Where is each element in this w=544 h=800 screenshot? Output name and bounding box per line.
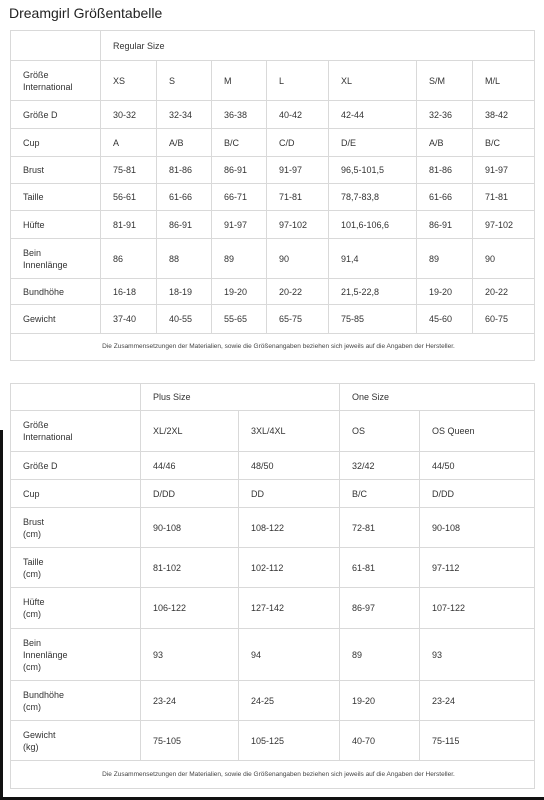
table-row: [11, 305, 535, 334]
table-cell: 90-108: [420, 508, 535, 548]
table-cell: 89: [340, 629, 420, 681]
window-edge-left: [0, 430, 3, 800]
row-label: Taille: [11, 184, 101, 211]
table-cell: 93: [141, 629, 239, 681]
header-empty-cell: [11, 31, 101, 61]
row-label: Cup: [11, 480, 141, 508]
table-cell: 56-61: [101, 184, 157, 211]
table-cell: 96,5-101,5: [329, 157, 417, 184]
table-cell: 37-40: [101, 305, 157, 334]
row-label: Hüfte: [11, 211, 101, 239]
table-cell: D/E: [329, 129, 417, 157]
table-cell: L: [267, 61, 329, 101]
table-row: [11, 411, 535, 452]
table-cell: 61-66: [417, 184, 473, 211]
table-cell: 91-97: [212, 211, 267, 239]
table-cell: D/DD: [420, 480, 535, 508]
row-label: Gewicht: [11, 305, 101, 334]
table-cell: 65-75: [267, 305, 329, 334]
group-header-one-size: One Size: [340, 384, 535, 411]
table-cell: 48/50: [239, 452, 340, 480]
table-cell: 60-75: [473, 305, 535, 334]
table-cell: 81-102: [141, 548, 239, 588]
table-row: [11, 279, 535, 305]
table-cell: 86-91: [212, 157, 267, 184]
table-cell: 97-102: [473, 211, 535, 239]
table-cell: 40-55: [157, 305, 212, 334]
table-cell: OS: [340, 411, 420, 452]
table-cell: S/M: [417, 61, 473, 101]
table-cell: C/D: [267, 129, 329, 157]
table-cell: 21,5-22,8: [329, 279, 417, 305]
table-cell: A/B: [157, 129, 212, 157]
row-label: Größe International: [11, 411, 141, 452]
table-cell: 3XL/4XL: [239, 411, 340, 452]
table-cell: 19-20: [417, 279, 473, 305]
table-cell: 75-105: [141, 721, 239, 761]
row-label: Größe D: [11, 452, 141, 480]
table-cell: 19-20: [340, 681, 420, 721]
table-cell: 24-25: [239, 681, 340, 721]
header-empty-cell: [11, 384, 141, 411]
table-cell: B/C: [212, 129, 267, 157]
group-header-plus-size: Plus Size: [141, 384, 340, 411]
table-cell: 106-122: [141, 588, 239, 629]
table-cell: 90-108: [141, 508, 239, 548]
table-row: [11, 101, 535, 129]
table-cell: M/L: [473, 61, 535, 101]
table-cell: 23-24: [420, 681, 535, 721]
table-cell: 42-44: [329, 101, 417, 129]
table-cell: 86: [101, 239, 157, 279]
table-cell: S: [157, 61, 212, 101]
row-label: Cup: [11, 129, 101, 157]
table-cell: 88: [157, 239, 212, 279]
table-cell: 16-18: [101, 279, 157, 305]
table-cell: 127-142: [239, 588, 340, 629]
table-cell: 97-102: [267, 211, 329, 239]
table-row: [11, 184, 535, 211]
table-row: [11, 61, 535, 101]
table-cell: A/B: [417, 129, 473, 157]
table-cell: 45-60: [417, 305, 473, 334]
table-cell: 61-66: [157, 184, 212, 211]
table-row: [11, 452, 535, 480]
table-header-row: [11, 31, 535, 61]
table-cell: D/DD: [141, 480, 239, 508]
row-label: Gewicht (kg): [11, 721, 141, 761]
table-note-row: [11, 334, 535, 361]
row-label: Bundhöhe (cm): [11, 681, 141, 721]
table-cell: 91-97: [267, 157, 329, 184]
table-cell: 18-19: [157, 279, 212, 305]
table-cell: 19-20: [212, 279, 267, 305]
table-cell: 40-42: [267, 101, 329, 129]
table-cell: 61-81: [340, 548, 420, 588]
table-cell: 86-91: [157, 211, 212, 239]
table-header-row: [11, 384, 535, 411]
table-row: [11, 239, 535, 279]
table-cell: 102-112: [239, 548, 340, 588]
table-cell: 44/46: [141, 452, 239, 480]
table-cell: 36-38: [212, 101, 267, 129]
table-cell: 72-81: [340, 508, 420, 548]
table-cell: 71-81: [267, 184, 329, 211]
table-row: [11, 629, 535, 681]
table-cell: 32-36: [417, 101, 473, 129]
table-cell: 30-32: [101, 101, 157, 129]
row-label: Größe D: [11, 101, 101, 129]
table-cell: 81-86: [417, 157, 473, 184]
manufacturer-note: Die Zusammensetzungen der Materialien, sowie die Größenangaben beziehen sich jeweils auf die Angaben der Hersteller.: [11, 334, 535, 361]
manufacturer-note: Die Zusammensetzungen der Materialien, sowie die Größenangaben beziehen sich jeweils auf die Angaben der Hersteller.: [11, 761, 535, 789]
table-cell: B/C: [340, 480, 420, 508]
table-cell: 20-22: [267, 279, 329, 305]
table-row: [11, 588, 535, 629]
table-row: [11, 157, 535, 184]
row-label: Brust (cm): [11, 508, 141, 548]
table-cell: 91,4: [329, 239, 417, 279]
table-row: [11, 480, 535, 508]
table-cell: XS: [101, 61, 157, 101]
table-row: [11, 548, 535, 588]
table-cell: 94: [239, 629, 340, 681]
table-cell: 20-22: [473, 279, 535, 305]
table-row: [11, 681, 535, 721]
table-cell: 40-70: [340, 721, 420, 761]
table-cell: 90: [473, 239, 535, 279]
table-cell: B/C: [473, 129, 535, 157]
regular-size-table: [10, 30, 535, 361]
table-cell: 71-81: [473, 184, 535, 211]
table-cell: 108-122: [239, 508, 340, 548]
table-cell: 97-112: [420, 548, 535, 588]
plus-one-size-table: [10, 383, 535, 789]
table-cell: 89: [417, 239, 473, 279]
table-cell: XL: [329, 61, 417, 101]
table-row: [11, 129, 535, 157]
table-cell: 81-86: [157, 157, 212, 184]
table-cell: 75-85: [329, 305, 417, 334]
table-cell: 89: [212, 239, 267, 279]
table-cell: 55-65: [212, 305, 267, 334]
table-cell: 66-71: [212, 184, 267, 211]
table-row: [11, 211, 535, 239]
table-cell: 81-91: [101, 211, 157, 239]
page-title: Dreamgirl Größentabelle: [9, 5, 163, 21]
table-cell: 101,6-106,6: [329, 211, 417, 239]
row-label: Bundhöhe: [11, 279, 101, 305]
table-cell: 75-115: [420, 721, 535, 761]
table-cell: 32-34: [157, 101, 212, 129]
table-cell: OS Queen: [420, 411, 535, 452]
table-cell: XL/2XL: [141, 411, 239, 452]
table-row: [11, 508, 535, 548]
row-label: Bein Innenlänge (cm): [11, 629, 141, 681]
table-cell: 86-97: [340, 588, 420, 629]
table-cell: 78,7-83,8: [329, 184, 417, 211]
table-row: [11, 721, 535, 761]
table-cell: 93: [420, 629, 535, 681]
table-cell: 38-42: [473, 101, 535, 129]
row-label: Hüfte (cm): [11, 588, 141, 629]
table-cell: M: [212, 61, 267, 101]
row-label: Brust: [11, 157, 101, 184]
table-cell: DD: [239, 480, 340, 508]
row-label: Größe International: [11, 61, 101, 101]
table-cell: A: [101, 129, 157, 157]
table-cell: 32/42: [340, 452, 420, 480]
table-cell: 90: [267, 239, 329, 279]
table-cell: 44/50: [420, 452, 535, 480]
table-cell: 105-125: [239, 721, 340, 761]
row-label: Bein Innenlänge: [11, 239, 101, 279]
group-header-regular-size: Regular Size: [101, 31, 535, 61]
table-cell: 23-24: [141, 681, 239, 721]
table-cell: 75-81: [101, 157, 157, 184]
row-label: Taille (cm): [11, 548, 141, 588]
table-cell: 107-122: [420, 588, 535, 629]
table-note-row: [11, 761, 535, 789]
table-cell: 91-97: [473, 157, 535, 184]
table-cell: 86-91: [417, 211, 473, 239]
